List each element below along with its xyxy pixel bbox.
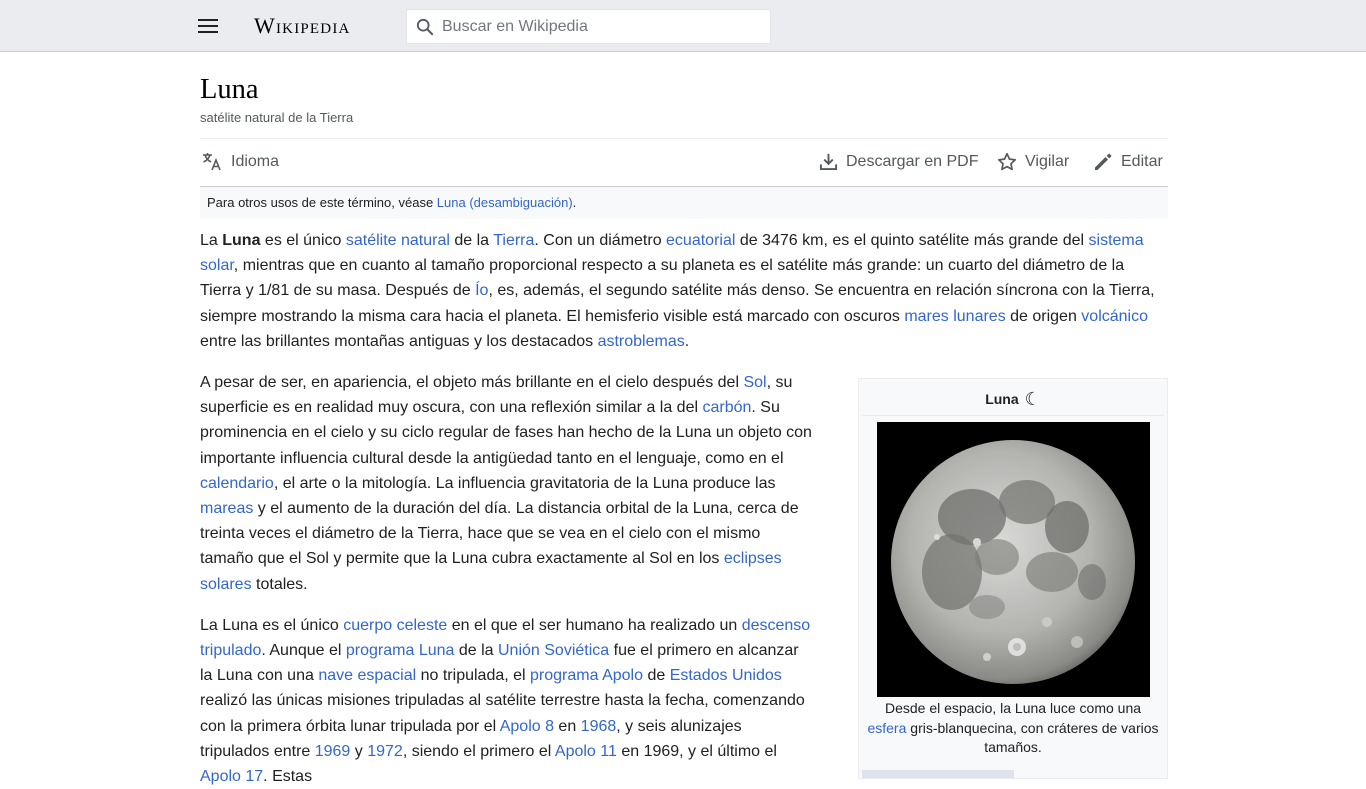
pencil-icon xyxy=(1093,152,1113,172)
download-label: Descargar en PDF xyxy=(846,152,979,170)
disambiguation-link[interactable]: Luna (desambiguación) xyxy=(436,195,573,210)
page-title: Luna xyxy=(200,74,259,105)
infobox xyxy=(858,378,1168,779)
article-link[interactable]: sistema solar xyxy=(200,232,1144,275)
text-run: no tripulada, el xyxy=(416,667,531,685)
infobox-tabs xyxy=(862,770,1164,778)
text-run: y el aumento de la duración del día. La distancia orbital de la Luna, cerca de treinta veces el diámetro de la Tierra, hace que se vea en el cielo con el mismo tamaño que el Sol y permite que la Luna cubra exactamente al Sol en los xyxy=(200,500,799,568)
edit-label: Editar xyxy=(1121,153,1163,170)
article-link[interactable]: carbón xyxy=(702,399,752,417)
wikipedia-logo[interactable] xyxy=(254,13,351,39)
text-run: totales. xyxy=(251,575,308,593)
text-run: gris-blanquecina, con cráteres de varios tamaños. xyxy=(906,719,1159,756)
crescent-moon-icon: ☾ xyxy=(1024,389,1041,410)
disambiguation-hatnote xyxy=(200,187,1168,219)
search-box[interactable] xyxy=(406,9,771,44)
language-label: Idioma xyxy=(231,153,280,170)
text-run: de xyxy=(643,667,670,685)
article-link[interactable]: mares lunares xyxy=(904,307,1006,325)
article-link[interactable]: Unión Soviética xyxy=(498,642,610,660)
infobox-caption xyxy=(862,697,1164,764)
article-link[interactable]: satélite natural xyxy=(345,232,450,249)
star-icon xyxy=(997,152,1017,172)
hatnote-suffix: . xyxy=(572,195,577,210)
article-link[interactable]: 1969 xyxy=(314,742,351,760)
hamburger-menu-icon xyxy=(198,18,218,34)
article-link[interactable]: programa Luna xyxy=(345,642,455,660)
main-menu-button[interactable] xyxy=(192,10,224,42)
text-run: , mientras que en cuanto al tamaño proporcional respecto a su planeta es el satélite más grande: un cuarto del diámetro de la Tierra y 1/81 de su masa. Después de xyxy=(200,257,1125,300)
infobox-title-text: Luna xyxy=(985,391,1019,408)
text-run: A pesar de ser, en apariencia, el objeto más brillante en el cielo después del xyxy=(200,374,744,392)
text-run: Desde el espacio, la Luna luce como una xyxy=(884,700,1142,717)
text-run: de la xyxy=(449,232,494,249)
language-button[interactable] xyxy=(202,152,279,172)
watch-label: Vigilar xyxy=(1025,153,1070,170)
text-run: . Su prominencia en el cielo y su ciclo regular de fases han hecho de la Luna un objeto con importante influencia cultural desde la antigüedad tanto en el lenguaje, como en el xyxy=(200,399,812,467)
page-actions-toolbar xyxy=(200,138,1168,187)
text-run: realizó las únicas misiones tripuladas al satélite terrestre hasta la fecha, comenzando con la primera órbita lunar tripulada por el xyxy=(200,692,805,735)
text-run: , es, además, el segundo satélite más denso. Se encuentra en relación síncrona con la Tierra, siempre mostrando la misma cara hacia el planeta. El hemisferio visible está marcado con oscuros xyxy=(200,282,1155,325)
text-run: La Luna es el único xyxy=(200,616,344,634)
article-link[interactable]: volcánico xyxy=(1081,307,1148,325)
article-link[interactable]: Sol xyxy=(743,374,767,392)
bold-text: Luna xyxy=(222,232,261,249)
text-run: La xyxy=(200,232,223,249)
infobox-title xyxy=(862,383,1164,416)
full-moon-picture xyxy=(877,422,1150,697)
article-link[interactable]: ecuatorial xyxy=(666,232,736,249)
article-link[interactable]: descenso tripulado xyxy=(200,616,811,660)
text-run: , su superficie es en realidad muy oscura, con una reflexión similar a la del xyxy=(200,374,793,417)
article-link[interactable]: programa Apolo xyxy=(530,667,643,685)
edit-button[interactable] xyxy=(1093,152,1163,172)
text-run: y xyxy=(350,742,368,760)
article-link[interactable]: eclipses solares xyxy=(200,550,782,593)
text-run: en 1969, y el último el xyxy=(616,742,777,760)
download-pdf-button[interactable] xyxy=(819,152,979,171)
translate-icon xyxy=(202,152,223,172)
article-link[interactable]: mareas xyxy=(200,500,254,518)
logo-text: Wikipedia xyxy=(254,13,351,38)
article-content xyxy=(200,52,1168,789)
search-input[interactable] xyxy=(440,17,764,37)
text-run: . Con un diámetro xyxy=(534,232,667,249)
text-run: . Estas xyxy=(263,768,313,786)
top-header xyxy=(0,0,1366,52)
text-run: , el arte o la mitología. La influencia gravitatoria de la Luna produce las xyxy=(273,474,776,492)
article-link[interactable]: nave espacial xyxy=(318,667,417,685)
article-link[interactable]: calendario xyxy=(200,474,274,492)
watch-button[interactable] xyxy=(997,152,1069,172)
article-link[interactable]: cuerpo celeste xyxy=(343,616,448,634)
article-link[interactable]: esfera xyxy=(867,719,907,736)
text-run: de origen xyxy=(1005,307,1082,325)
text-run: en xyxy=(553,717,581,735)
text-run: en el que el ser humano ha realizado un xyxy=(447,616,742,634)
article-link[interactable]: Estados Unidos xyxy=(669,667,782,685)
text-run: fue el primero en alcanzar la Luna con una xyxy=(200,642,799,685)
text-run: es el único xyxy=(260,232,346,249)
text-run: , siendo el primero el xyxy=(402,742,555,760)
article-link[interactable]: astroblemas xyxy=(597,332,685,350)
text-run: de 3476 km, es el quinto satélite más grande del xyxy=(735,232,1089,249)
article-paragraph xyxy=(200,228,1168,354)
text-run: entre las brillantes montañas antiguas y los destacados xyxy=(200,332,598,350)
download-icon xyxy=(819,152,838,171)
article-link[interactable]: Apolo 17 xyxy=(200,768,264,786)
text-run: , y seis alunizajes tripulados entre xyxy=(200,717,742,760)
article-link[interactable]: Apolo 11 xyxy=(554,742,617,760)
article-link[interactable]: Apolo 8 xyxy=(499,717,554,735)
infobox-tab[interactable] xyxy=(862,770,1014,778)
article-link[interactable]: Tierra xyxy=(493,232,535,249)
article-link[interactable]: 1968 xyxy=(580,717,617,735)
article-link[interactable]: Ío xyxy=(475,282,489,300)
moon-image[interactable] xyxy=(877,422,1150,697)
page-subtitle: satélite natural de la Tierra xyxy=(200,110,354,125)
article-link[interactable]: 1972 xyxy=(367,742,403,760)
text-run: . xyxy=(684,332,690,350)
search-icon xyxy=(416,18,434,36)
text-run: . Aunque el xyxy=(261,642,346,660)
text-run: de la xyxy=(454,642,498,660)
hatnote-prefix: Para otros usos de este término, véase xyxy=(207,195,437,210)
